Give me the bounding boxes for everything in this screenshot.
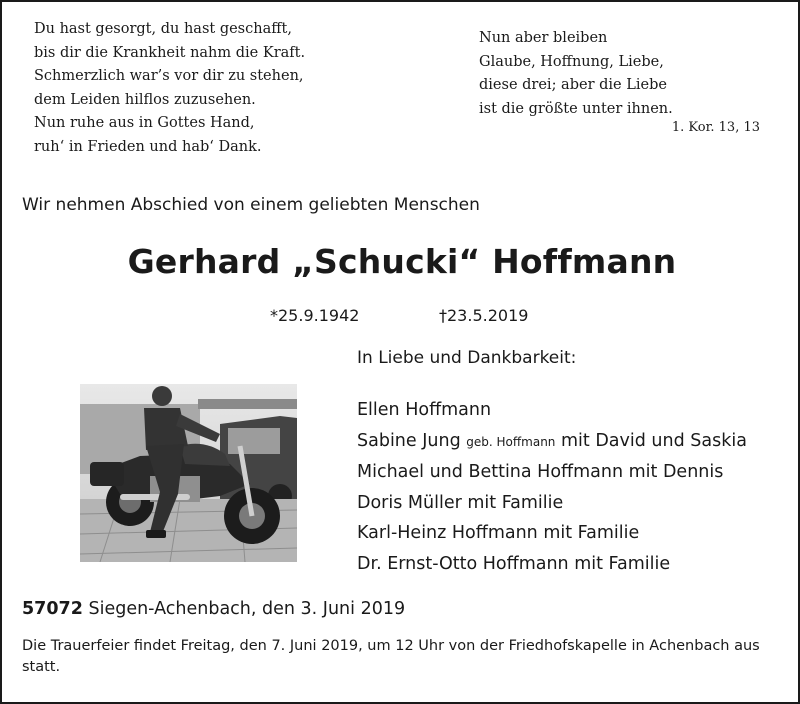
poem-left bbox=[34, 18, 305, 159]
mourner-family: mit David und Saskia bbox=[560, 430, 747, 451]
list-item: Michael und Bettina Hoffmann mit Dennis bbox=[357, 462, 724, 482]
poem-line: Du hast gesorgt, du hast geschafft, bbox=[34, 21, 292, 37]
bible-verse bbox=[479, 27, 673, 121]
mourner-name: Sabine Jung bbox=[357, 430, 461, 451]
intro-text: Wir nehmen Abschied von einem geliebten Menschen bbox=[22, 195, 480, 215]
funeral-service-info: Die Trauerfeier findet Freitag, den 7. Juni 2019, um 12 Uhr von der Friedhofskapelle in Achenbach aus statt. bbox=[22, 638, 760, 675]
place-and-date bbox=[22, 599, 405, 619]
poem-line: bis dir die Krankheit nahm die Kraft. bbox=[34, 44, 306, 61]
verse-line: diese drei; aber die Liebe bbox=[479, 77, 667, 93]
deceased-name: Gerhard „Schucki“ Hoffmann bbox=[127, 242, 677, 281]
list-item bbox=[357, 426, 747, 458]
death-date: †23.5.2019 bbox=[439, 306, 529, 325]
poem-line: Nun ruhe aus in Gottes Hand, bbox=[34, 115, 255, 131]
list-item: Ellen Hoffmann bbox=[357, 400, 492, 420]
verse-line: ist die größte unter ihnen. bbox=[479, 100, 673, 117]
mourners-list bbox=[357, 395, 747, 579]
birth-date: *25.9.1942 bbox=[270, 306, 360, 325]
thanks-heading: In Liebe und Dankbarkeit: bbox=[357, 348, 577, 368]
poem-line: ruh‘ in Frieden und hab‘ Dank. bbox=[34, 138, 262, 155]
maiden-name-note: geb. Hoffmann bbox=[466, 434, 556, 449]
verse-reference: 1. Kor. 13, 13 bbox=[671, 120, 760, 135]
verse-line: Nun aber bleiben bbox=[479, 30, 608, 46]
verse-line: Glaube, Hoffnung, Liebe, bbox=[479, 53, 664, 70]
postal-code: 57072 bbox=[22, 599, 83, 619]
memorial-photo bbox=[80, 384, 297, 562]
place-date-text: Siegen-Achenbach, den 3. Juni 2019 bbox=[88, 599, 406, 619]
poem-line: dem Leiden hilflos zuzusehen. bbox=[34, 91, 256, 108]
list-item: Karl-Heinz Hoffmann mit Familie bbox=[357, 523, 640, 543]
list-item: Doris Müller mit Familie bbox=[357, 492, 564, 513]
list-item: Dr. Ernst-Otto Hoffmann mit Familie bbox=[357, 553, 671, 574]
poem-line: Schmerzlich war’s vor dir zu stehen, bbox=[34, 68, 304, 84]
